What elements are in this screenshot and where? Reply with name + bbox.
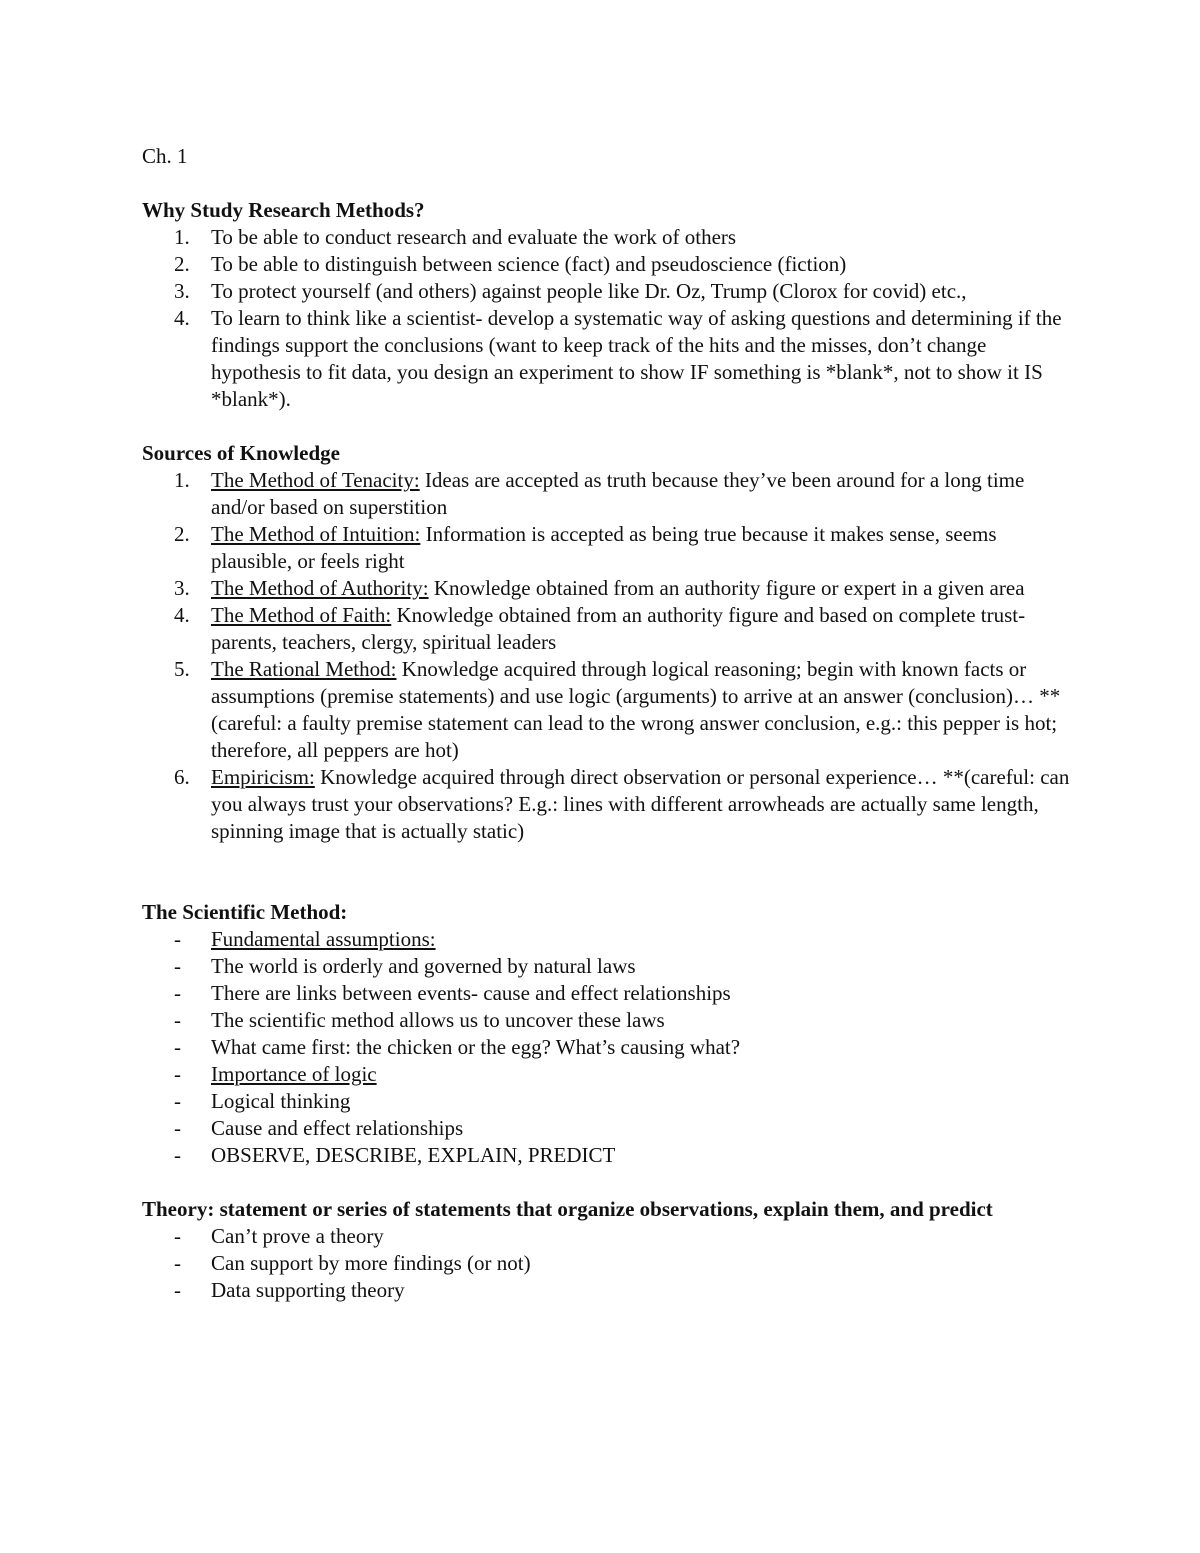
list-item-text: Data supporting theory: [211, 1278, 405, 1302]
sources-section: [142, 440, 1072, 845]
spacer: [142, 845, 1072, 899]
list-item-text: Knowledge acquired through logical reasoning; begin with known facts or assumptions (premise statements) and use logic (arguments) to arrive at an answer (conclusion)… **(careful: a faulty premise statement can lead to the wrong answer conclusion, e.g.: this pepper is hot; therefore, all peppers are hot): [211, 657, 1061, 762]
spacer: [142, 413, 1072, 440]
list-item: [142, 467, 1072, 521]
list-item-text: OBSERVE, DESCRIBE, EXPLAIN, PREDICT: [211, 1143, 616, 1167]
list-item-text: The scientific method allows us to uncover these laws: [211, 1008, 665, 1032]
method-term: The Method of Tenacity:: [211, 468, 420, 492]
bullet-dash: -: [174, 1035, 181, 1059]
list-item: [142, 602, 1072, 656]
scientific-method-list: [142, 926, 1072, 1169]
sources-heading: Sources of Knowledge: [142, 441, 340, 465]
list-number: 2.: [174, 522, 190, 546]
list-item: [142, 575, 1072, 602]
list-number: 3.: [174, 576, 190, 600]
theory-section: [142, 1196, 1072, 1304]
list-item-text: Can’t prove a theory: [211, 1224, 384, 1248]
list-item: [142, 1277, 1072, 1304]
bullet-dash: -: [174, 1224, 181, 1248]
list-item-text: To learn to think like a scientist- develop a systematic way of asking questions and determining if the findings support the conclusions (want to keep track of the hits and the misses, don’t change hypothesis to fit data, you design an experiment to show IF something is *blank*, not to show it IS *blank*).: [211, 306, 1062, 411]
list-item-text: Importance of logic: [211, 1062, 377, 1086]
list-item-text: Knowledge obtained from an authority figure and based on complete trust- parents, teachers, clergy, spiritual leaders: [211, 603, 1026, 654]
bullet-dash: -: [174, 1008, 181, 1032]
why-study-section: [142, 197, 1072, 413]
list-item: [142, 1061, 1072, 1088]
theory-heading: Theory: statement or series of statements that organize observations, explain them, and predict: [142, 1197, 993, 1221]
list-item-text: To protect yourself (and others) against people like Dr. Oz, Trump (Clorox for covid) etc.,: [211, 279, 967, 303]
list-item-text: Knowledge obtained from an authority figure or expert in a given area: [428, 576, 1025, 600]
method-term: The Rational Method:: [211, 657, 397, 681]
list-item-text: Cause and effect relationships: [211, 1116, 464, 1140]
list-number: 4.: [174, 306, 190, 330]
sources-list: [142, 467, 1072, 845]
list-item: [142, 926, 1072, 953]
list-item-text: Fundamental assumptions:: [211, 927, 436, 951]
method-term: Empiricism:: [211, 765, 315, 789]
scientific-method-section: [142, 899, 1072, 1169]
spacer: [142, 1169, 1072, 1196]
list-item-text: The world is orderly and governed by natural laws: [211, 954, 636, 978]
list-item-text: Knowledge acquired through direct observation or personal experience… **(careful: can you always trust your observations? E.g.: lines with different arrowheads are actually same length, spinning image that is actually static): [211, 765, 1070, 843]
bullet-dash: -: [174, 1251, 181, 1275]
bullet-dash: -: [174, 1278, 181, 1302]
list-item: [142, 251, 1072, 278]
list-item-text: To be able to distinguish between science (fact) and pseudoscience (fiction): [211, 252, 847, 276]
method-term: The Method of Faith:: [211, 603, 392, 627]
list-item-text: Can support by more findings (or not): [211, 1251, 531, 1275]
list-number: 2.: [174, 252, 190, 276]
list-number: 1.: [174, 468, 190, 492]
list-item: [142, 305, 1072, 413]
bullet-dash: -: [174, 954, 181, 978]
list-item: [142, 980, 1072, 1007]
list-item: [142, 521, 1072, 575]
list-item: [142, 1223, 1072, 1250]
list-number: 1.: [174, 225, 190, 249]
list-item: [142, 278, 1072, 305]
bullet-dash: -: [174, 927, 181, 951]
list-item: [142, 764, 1072, 845]
method-term: The Method of Authority:: [211, 576, 429, 600]
list-item-text: To be able to conduct research and evaluate the work of others: [211, 225, 737, 249]
bullet-dash: -: [174, 1062, 181, 1086]
why-study-list: [142, 224, 1072, 413]
bullet-dash: -: [174, 1143, 181, 1167]
list-item: [142, 224, 1072, 251]
list-number: 4.: [174, 603, 190, 627]
document-page: [142, 143, 1072, 1304]
list-item: [142, 1034, 1072, 1061]
list-item: [142, 1250, 1072, 1277]
list-number: 5.: [174, 657, 190, 681]
list-item: [142, 1115, 1072, 1142]
list-item-text: Logical thinking: [211, 1089, 351, 1113]
list-number: 6.: [174, 765, 190, 789]
bullet-dash: -: [174, 981, 181, 1005]
list-item-text: Information is accepted as being true because it makes sense, seems plausible, or feels right: [211, 522, 997, 573]
list-item-text: Ideas are accepted as truth because they’ve been around for a long time and/or based on superstition: [211, 468, 1025, 519]
list-item: [142, 1142, 1072, 1169]
why-study-heading: Why Study Research Methods?: [142, 198, 425, 222]
chapter-label: Ch. 1: [142, 144, 188, 168]
list-item-text: There are links between events- cause and effect relationships: [211, 981, 731, 1005]
list-item: [142, 1088, 1072, 1115]
theory-list: [142, 1223, 1072, 1304]
list-number: 3.: [174, 279, 190, 303]
list-item: [142, 953, 1072, 980]
method-term: The Method of Intuition:: [211, 522, 421, 546]
list-item-text: What came first: the chicken or the egg? What’s causing what?: [211, 1035, 741, 1059]
bullet-dash: -: [174, 1116, 181, 1140]
bullet-dash: -: [174, 1089, 181, 1113]
list-item: [142, 656, 1072, 764]
scientific-method-heading: The Scientific Method:: [142, 900, 348, 924]
list-item: [142, 1007, 1072, 1034]
